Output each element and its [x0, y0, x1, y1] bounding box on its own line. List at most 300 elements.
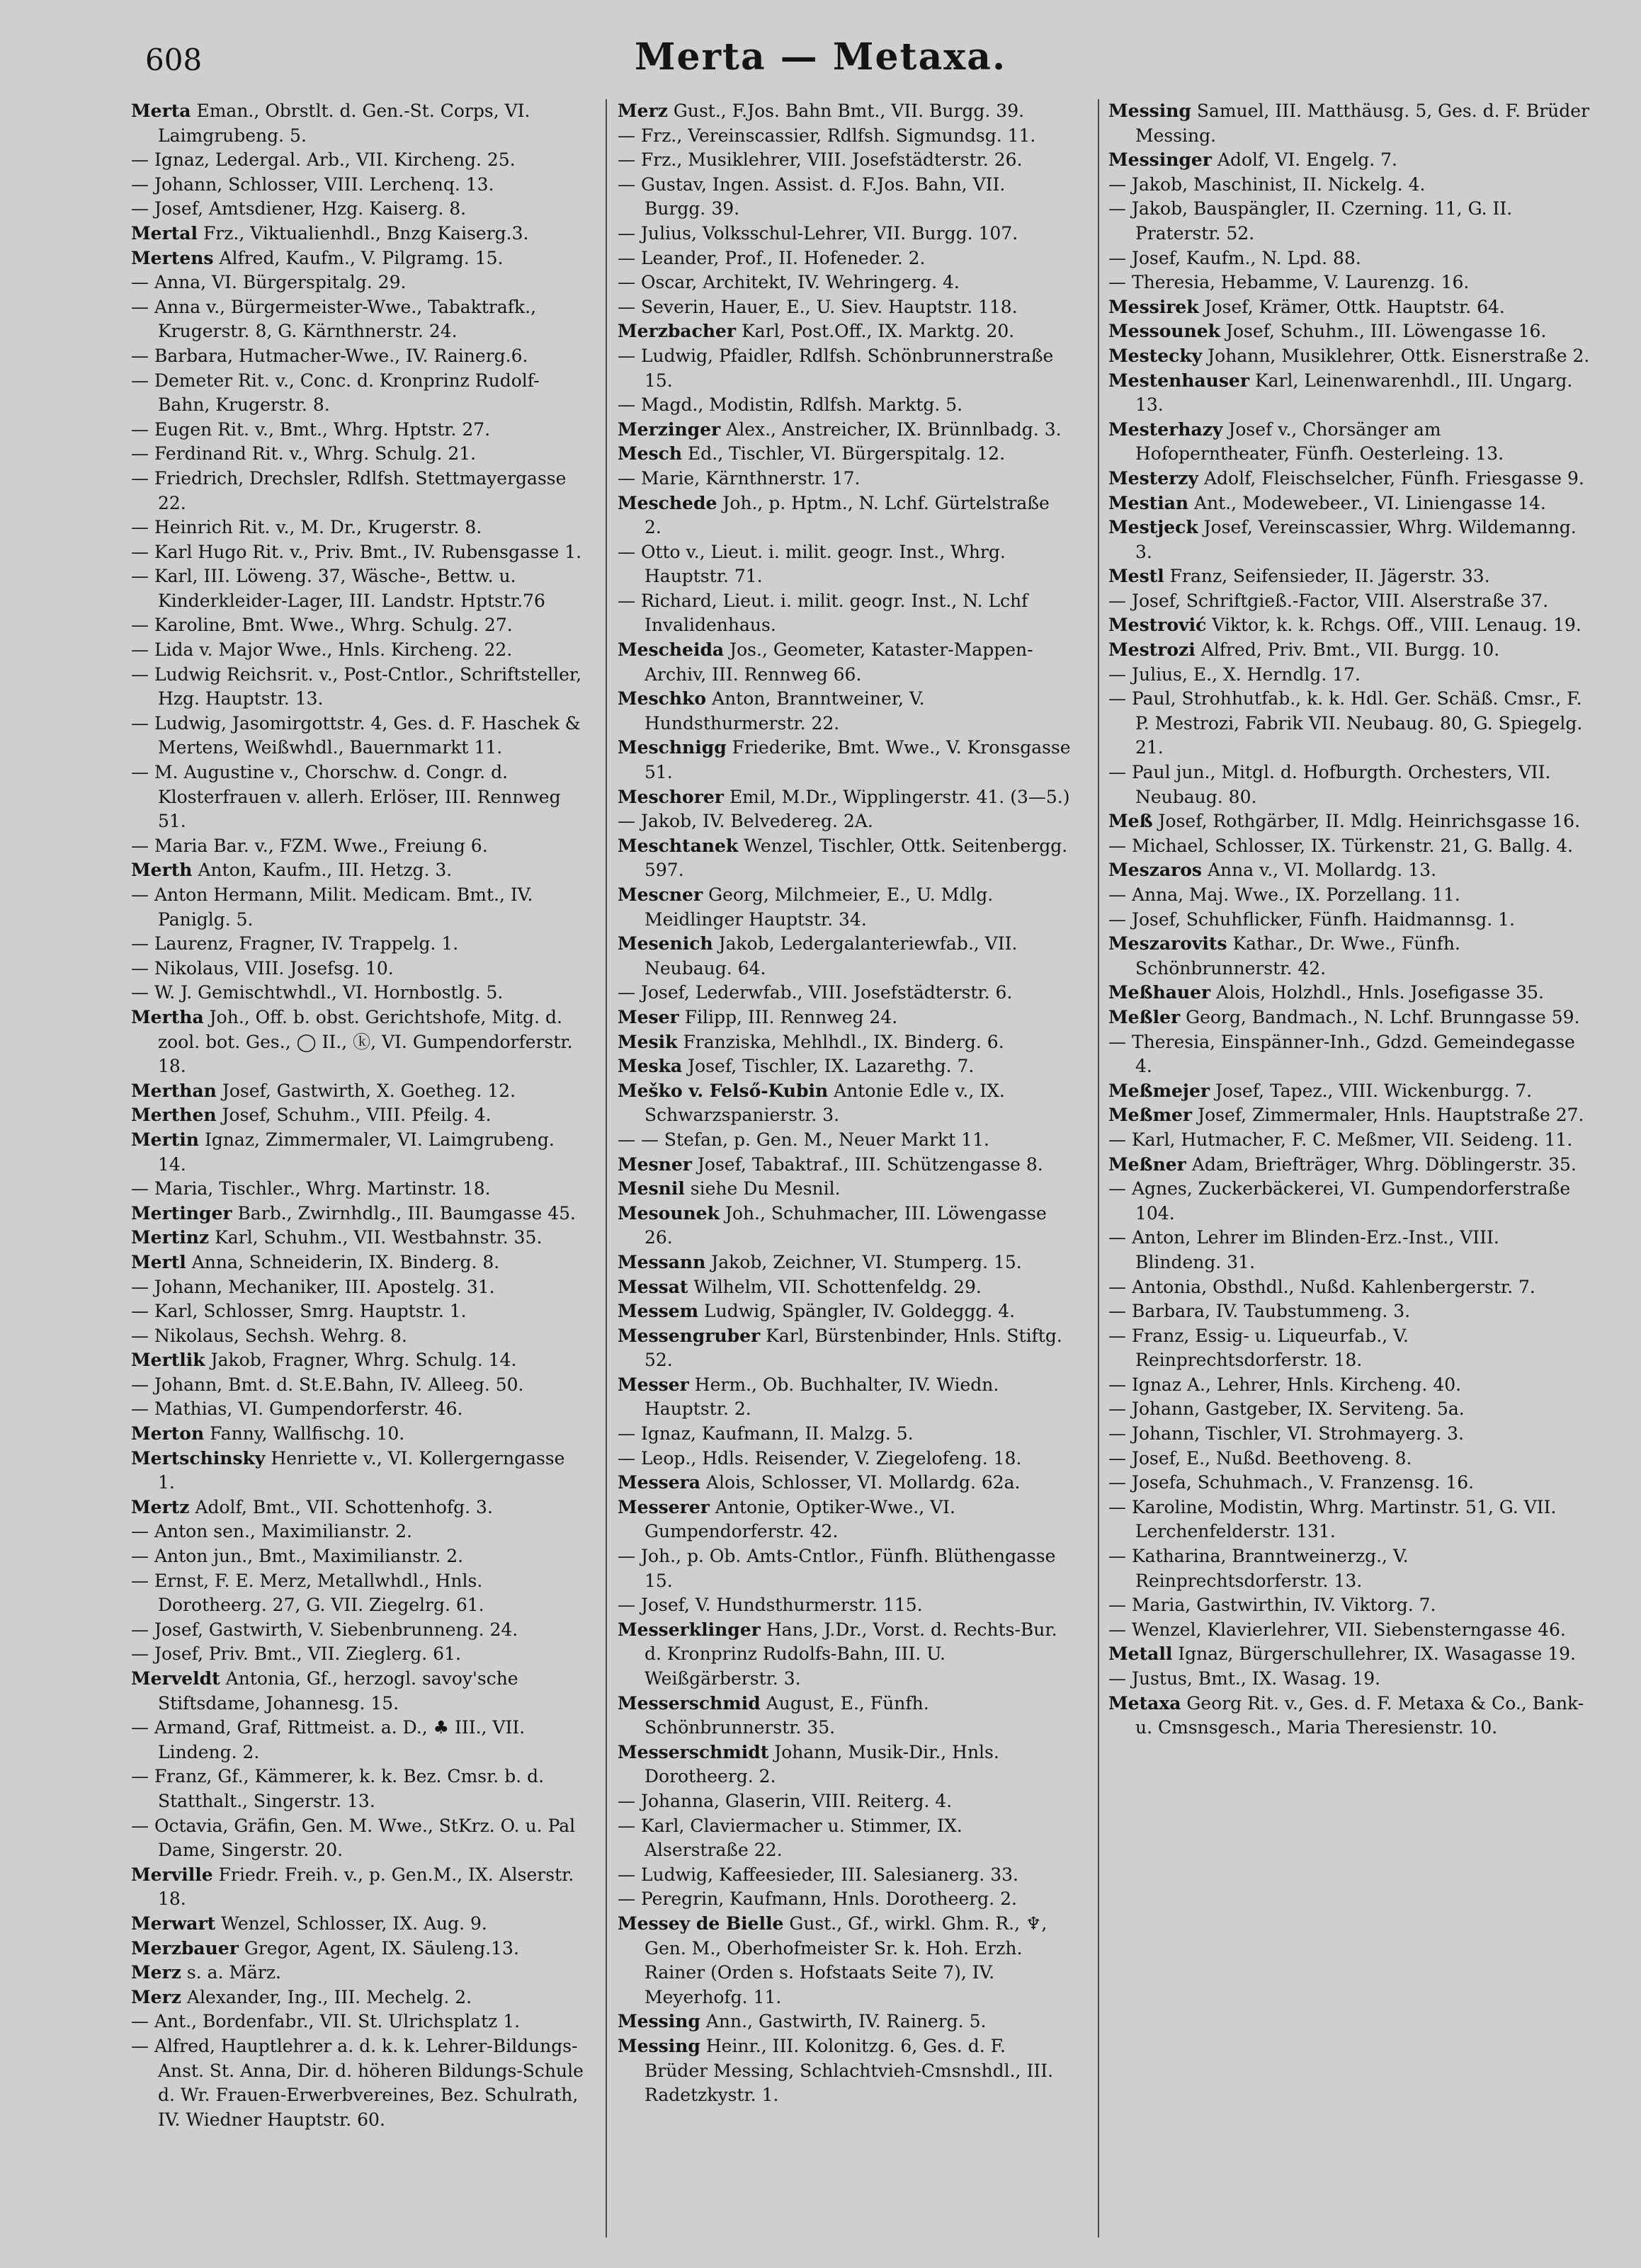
entry-details: — Mathias, VI. Gumpendorferstr. 46.	[131, 1398, 463, 1420]
directory-entry	[1108, 638, 1590, 663]
entry-details: — Josef, Schriftgieß.-Factor, VIII. Alserstraße 37.	[1108, 590, 1549, 611]
entry-surname: Messerer	[618, 1496, 710, 1517]
entry-details: Josef, Schuhm., III. Löwengasse 16.	[1225, 321, 1547, 342]
entry-surname: Mesik	[618, 1031, 678, 1052]
entry-details: Alex., Anstreicher, IX. Brünnlbadg. 3.	[726, 418, 1062, 440]
directory-entry	[618, 393, 1071, 418]
entry-details: — Gustav, Ingen. Assist. d. F.Jos. Bahn, VII. Burgg. 39.	[618, 173, 1006, 220]
entry-details: — Ignaz, Kaufmann, II. Malzg. 5.	[618, 1423, 914, 1444]
directory-entry	[1108, 1275, 1590, 1300]
entry-details: — Ant., Bordenfabr., VII. St. Ulrichsplatz 1.	[131, 2011, 521, 2032]
entry-details: Wilhelm, VII. Schottenfeldg. 29.	[693, 1276, 982, 1297]
directory-entry	[618, 246, 1071, 271]
entry-details: — Franz, Essig- u. Liqueurfab., V. Reinprechtsdorferstr. 18.	[1108, 1325, 1409, 1371]
directory-entry	[1108, 1397, 1590, 1422]
entry-surname: Messann	[618, 1251, 706, 1272]
entry-details: — Leander, Prof., II. Hofeneder. 2.	[618, 247, 926, 268]
column-divider-2	[1098, 99, 1099, 2238]
entry-surname: Mestenhauser	[1108, 370, 1249, 391]
entry-details: — Karl Hugo Rit. v., Priv. Bmt., IV. Rubensgasse 1.	[131, 541, 582, 562]
entry-details: Gust., F.Jos. Bahn Bmt., VII. Burgg. 39.	[673, 101, 1025, 121]
entry-details: Karl, Schuhm., VII. Westbahnstr. 35.	[215, 1227, 543, 1248]
entry-details: Ignaz, Zimmermaler, VI. Laimgrubeng. 14.	[158, 1129, 555, 1175]
directory-entry	[1108, 467, 1590, 491]
directory-entry	[131, 1397, 584, 1422]
entry-details: Georg Rit. v., Ges. d. F. Metaxa & Co., Bank- u. Cmsnsgesch., Maria Theresienstr. 10.	[1135, 1692, 1584, 1738]
entry-details: — Michael, Schlosser, IX. Türkenstr. 21, G. Ballg. 4.	[1108, 835, 1574, 856]
entry-details: siehe Du Mesnil.	[690, 1178, 841, 1199]
entry-surname: Messounek	[1108, 321, 1220, 342]
entry-details: Georg, Milchmeier, E., U. Mdlg. Meidlinger Hauptstr. 34.	[645, 884, 994, 930]
entry-details: — Katharina, Branntweinerzg., V. Reinprechtsdorferstr. 13.	[1108, 1546, 1409, 1591]
directory-entry	[131, 1985, 584, 2010]
entry-surname: Messinger	[1108, 149, 1212, 171]
entry-details: Karl, Bürstenbinder, Hnls. Stiftg. 52.	[645, 1325, 1062, 1371]
entry-details: — Heinrich Rit. v., M. Dr., Krugerstr. 8.	[131, 517, 482, 538]
directory-entry	[131, 1495, 584, 1520]
entry-surname: Merz	[618, 101, 668, 121]
entry-details: Filipp, III. Rennweg 24.	[684, 1006, 898, 1027]
directory-entry	[1108, 1495, 1590, 1544]
entry-details: — Oscar, Architekt, IV. Wehringerg. 4.	[618, 272, 960, 293]
column-middle	[618, 99, 1071, 2108]
entry-details: Antonie Edle v., IX. Schwarzspanierstr. 3.	[645, 1080, 1005, 1126]
entry-details: — Jakob, Maschinist, II. Nickelg. 4.	[1108, 173, 1426, 195]
directory-entry	[1108, 418, 1590, 467]
entry-details: — Karl, Claviermacher u. Stimmer, IX. Alserstraße 22.	[618, 1815, 963, 1861]
entry-details: — Frz., Musiklehrer, VIII. Josefstädterstr. 26.	[618, 149, 1023, 171]
directory-entry	[1108, 883, 1590, 908]
entry-details: — Karoline, Bmt. Wwe., Whrg. Schulg. 27.	[131, 615, 513, 636]
directory-entry	[1108, 1226, 1590, 1275]
directory-entry	[131, 712, 584, 760]
directory-entry	[1108, 1667, 1590, 1692]
entry-details: s. a. März.	[186, 1962, 281, 1983]
entry-details: Josef, Schuhm., VIII. Pfeilg. 4.	[222, 1105, 492, 1126]
entry-details: — Anton Hermann, Milit. Medicam. Bmt., IV. Paniglg. 5.	[131, 884, 533, 930]
entry-surname: Mestecky	[1108, 345, 1203, 366]
entry-details: Adolf, Bmt., VII. Schottenhofg. 3.	[195, 1496, 493, 1517]
directory-entry	[618, 222, 1071, 246]
directory-entry	[131, 957, 584, 981]
entry-details: August, E., Fünfh. Schönbrunnerstr. 35.	[645, 1692, 929, 1738]
directory-entry	[618, 2010, 1071, 2034]
entry-surname: Mestian	[1108, 492, 1189, 513]
directory-entry	[131, 540, 584, 565]
directory-entry	[1108, 148, 1590, 173]
entry-details: — Severin, Hauer, E., U. Siev. Hauptstr. 118.	[618, 296, 1018, 317]
entry-details: — Karl, III. Löweng. 37, Wäsche-, Bettw. u. Kinderkleider-Lager, III. Landstr. Hptstr.76	[131, 566, 545, 611]
directory-entry	[131, 1250, 584, 1275]
entry-details: — Marie, Kärnthnerstr. 17.	[618, 467, 861, 489]
directory-entry	[1108, 981, 1590, 1005]
directory-entry	[1108, 295, 1590, 320]
entry-details: — M. Augustine v., Chorschw. d. Congr. d. Klosterfrauen v. allerh. Erlöser, III. Rennweg 51.	[131, 762, 561, 832]
directory-entry	[1108, 1447, 1590, 1471]
directory-entry	[1108, 319, 1590, 344]
entry-details: Joh., p. Hptm., N. Lchf. Gürtelstraße 2.	[645, 492, 1050, 538]
entry-details: — Peregrin, Kaufmann, Hnls. Dorotheerg. 2.	[618, 1888, 1017, 1910]
directory-entry	[1108, 246, 1590, 271]
entry-details: Wenzel, Schlosser, IX. Aug. 9.	[221, 1913, 487, 1934]
directory-entry	[131, 1079, 584, 1104]
directory-entry	[131, 344, 584, 369]
directory-entry	[131, 1447, 584, 1495]
directory-entry	[618, 491, 1071, 540]
directory-entry	[618, 1447, 1071, 1471]
entry-details: Ant., Modewebeer., VI. Liniengasse 14.	[1194, 492, 1546, 513]
entry-surname: Mestrozi	[1108, 639, 1196, 661]
directory-entry	[131, 613, 584, 638]
entry-details: — Friedrich, Drechsler, Rdlfsh. Stettmayergasse 22.	[131, 467, 567, 513]
entry-surname: Meßhauer	[1108, 982, 1211, 1003]
entry-details: Henriette v., VI. Kollergerngasse 1.	[158, 1447, 565, 1493]
entry-details: Josef, Tapez., VIII. Wickenburgg. 7.	[1215, 1080, 1533, 1101]
directory-entry	[131, 834, 584, 859]
directory-entry	[618, 1422, 1071, 1447]
directory-entry	[618, 981, 1071, 1005]
entry-surname: Mertin	[131, 1129, 199, 1150]
entry-details: — — Stefan, p. Gen. M., Neuer Markt 11.	[618, 1129, 989, 1150]
entry-details: — Nikolaus, VIII. Josefsg. 10.	[131, 957, 394, 979]
entry-details: — Ernst, F. E. Merz, Metallwhdl., Hnls. Dorotheerg. 27, G. VII. Ziegelrg. 61.	[131, 1570, 484, 1616]
directory-entry	[618, 1740, 1071, 1789]
entry-details: — Josef, E., Nußd. Beethoveng. 8.	[1108, 1447, 1412, 1469]
directory-entry	[1108, 1471, 1590, 1495]
entry-details: Adolf, Fleischselcher, Fünfh. Friesgasse 9.	[1203, 467, 1584, 489]
entry-surname: Mesner	[618, 1153, 692, 1175]
entry-details: — Ludwig Reichsrit. v., Post-Cntlor., Schriftsteller, Hzg. Hauptstr. 13.	[131, 663, 582, 710]
directory-entry	[618, 344, 1071, 393]
entry-surname: Merzinger	[618, 418, 721, 440]
entry-details: — Karl, Hutmacher, F. C. Meßmer, VII. Seideng. 11.	[1108, 1129, 1573, 1150]
entry-surname: Mesnil	[618, 1178, 685, 1199]
directory-entry	[1108, 1642, 1590, 1667]
page-title: Merta — Metaxa.	[634, 35, 1007, 79]
directory-entry	[618, 1814, 1071, 1863]
directory-entry	[131, 1348, 584, 1373]
entry-surname: Mestl	[1108, 566, 1164, 587]
directory-entry	[1108, 1373, 1590, 1398]
entry-details: — Anton jun., Bmt., Maximilianstr. 2.	[131, 1546, 464, 1567]
entry-details: — Johann, Tischler, VI. Strohmayerg. 3.	[1108, 1423, 1464, 1444]
directory-entry	[131, 883, 584, 932]
directory-entry	[131, 1520, 584, 1544]
entry-details: Eman., Obrstlt. d. Gen.-St. Corps, VI. Laimgrubeng. 5.	[158, 101, 530, 146]
entry-surname: Mescner	[618, 884, 703, 905]
directory-entry	[131, 2034, 584, 2132]
directory-entry	[131, 1667, 584, 1716]
entry-surname: Messat	[618, 1276, 688, 1297]
entry-details: Alfred, Priv. Bmt., VII. Burgg. 10.	[1200, 639, 1500, 661]
directory-entry	[618, 1471, 1071, 1495]
entry-surname: Merz	[131, 1986, 181, 2007]
entry-details: — Jakob, Bauspängler, II. Czerning. 11, G. II. Praterstr. 52.	[1108, 198, 1513, 244]
entry-surname: Messera	[618, 1472, 701, 1493]
directory-entry	[131, 1202, 584, 1226]
entry-details: Samuel, III. Matthäusg. 5, Ges. d. F. Brüder Messing.	[1135, 101, 1590, 146]
entry-surname: Meßner	[1108, 1153, 1186, 1175]
entry-details: — Antonia, Obsthdl., Nußd. Kahlenbergerstr. 7.	[1108, 1276, 1535, 1297]
directory-entry	[131, 467, 584, 515]
entry-details: Adam, Briefträger, Whrg. Döblingerstr. 35.	[1191, 1153, 1577, 1175]
directory-entry	[618, 319, 1071, 344]
entry-details: Alois, Schlosser, VI. Mollardg. 62a.	[705, 1472, 1021, 1493]
directory-entry	[131, 1814, 584, 1863]
entry-details: — Josef, Gastwirth, V. Siebenbrunneng. 24.	[131, 1619, 518, 1640]
column-left	[131, 99, 584, 2132]
directory-entry	[618, 1373, 1071, 1422]
entry-details: Kathar., Dr. Wwe., Fünfh. Schönbrunnerstr. 42.	[1135, 933, 1460, 979]
entry-surname: Merton	[131, 1423, 205, 1444]
directory-entry	[131, 1128, 584, 1177]
directory-entry	[618, 809, 1071, 834]
entry-details: — Maria Bar. v., FZM. Wwe., Freiung 6.	[131, 835, 488, 856]
directory-entry	[1108, 99, 1590, 148]
entry-details: Joh., Off. b. obst. Gerichtshofe, Mitg. d. zool. bot. Ges., ◯ II., ⓚ, VI. Gumpendorferstr. 18.	[158, 1006, 573, 1077]
directory-entry	[618, 1692, 1071, 1740]
entry-surname: Meßmer	[1108, 1105, 1193, 1126]
entry-details: Emil, M.Dr., Wipplingerstr. 41. (3—5.)	[729, 786, 1070, 807]
entry-details: Franziska, Mehlhdl., IX. Binderg. 6.	[683, 1031, 1004, 1052]
entry-details: — Johanna, Glaserin, VIII. Reiterg. 4.	[618, 1790, 953, 1811]
entry-surname: Meschede	[618, 492, 717, 513]
directory-entry	[618, 1054, 1071, 1079]
entry-details: Johann, Musiklehrer, Ottk. Eisnerstraße 2.	[1208, 345, 1590, 366]
entry-details: — Richard, Lieut. i. milit. geogr. Inst., N. Lchf Invalidenhaus.	[618, 590, 1028, 636]
directory-entry	[618, 1789, 1071, 1814]
entry-details: — Johann, Mechaniker, III. Apostelg. 31.	[131, 1276, 495, 1297]
entry-details: Hans, J.Dr., Vorst. d. Rechts-Bur. d. Kronprinz Rudolfs-Bahn, III. U. Weißgärberstr. 3.	[645, 1619, 1057, 1689]
directory-entry	[618, 1544, 1071, 1593]
entry-details: — Lida v. Major Wwe., Hnls. Kircheng. 22.	[131, 639, 513, 661]
directory-entry	[131, 418, 584, 443]
directory-entry	[1108, 1692, 1590, 1740]
entry-surname: Mescheida	[618, 639, 725, 661]
directory-entry	[1108, 663, 1590, 688]
directory-entry	[131, 932, 584, 957]
directory-entry	[618, 883, 1071, 932]
directory-entry	[131, 515, 584, 540]
entry-details: — Ignaz A., Lehrer, Hnls. Kircheng. 40.	[1108, 1374, 1462, 1395]
entry-details: — Wenzel, Klavierlehrer, VII. Siebensterngasse 46.	[1108, 1619, 1566, 1640]
directory-entry	[1108, 1103, 1590, 1128]
directory-entry	[1108, 858, 1590, 883]
entry-details: Viktor, k. k. Rchgs. Off., VIII. Lenaug. 19.	[1212, 615, 1582, 636]
entry-details: — Franz, Gf., Kämmerer, k. k. Bez. Cmsr. b. d. Statthalt., Singerstr. 13.	[131, 1766, 545, 1811]
entry-details: Jos., Geometer, Kataster-Mappen-Archiv, III. Rennweg 66.	[645, 639, 1033, 685]
entry-surname: Metall	[1108, 1643, 1173, 1665]
entry-details: — Eugen Rit. v., Bmt., Whrg. Hptstr. 27.	[131, 418, 491, 440]
entry-details: Jakob, Zeichner, VI. Stumperg. 15.	[711, 1251, 1022, 1272]
directory-entry	[131, 1324, 584, 1349]
entry-details: — Paul, Strohhutfab., k. k. Hdl. Ger. Schäß. Cmsr., F. P. Mestrozi, Fabrik VII. Neubaug. 80, G. Spiegelg. 21.	[1108, 688, 1583, 758]
directory-entry	[1108, 369, 1590, 418]
directory-entry	[131, 2010, 584, 2034]
directory-entry	[131, 1961, 584, 1985]
directory-entry	[131, 1226, 584, 1250]
entry-details: — Paul jun., Mitgl. d. Hofburgth. Orchesters, VII. Neubaug. 80.	[1108, 762, 1551, 807]
entry-details: Alois, Holzhdl., Hnls. Josefigasse 35.	[1216, 982, 1544, 1003]
entry-details: — Magd., Modistin, Rdlfsh. Marktg. 5.	[618, 394, 963, 416]
entry-details: — Johann, Bmt. d. St.E.Bahn, IV. Alleeg. 50.	[131, 1374, 524, 1395]
entry-surname: Metaxa	[1108, 1692, 1181, 1714]
entry-details: Jakob, Fragner, Whrg. Schulg. 14.	[210, 1350, 517, 1371]
directory-entry	[131, 1103, 584, 1128]
directory-entry	[131, 1642, 584, 1667]
entry-details: — Agnes, Zuckerbäckerei, VI. Gumpendorferstraße 104.	[1108, 1178, 1571, 1224]
directory-entry	[618, 1202, 1071, 1250]
directory-entry	[1108, 760, 1590, 809]
entry-surname: Mesounek	[618, 1202, 720, 1224]
entry-details: Josef, Vereinscassier, Whrg. Wildemanng. 3.	[1135, 517, 1577, 562]
entry-surname: Mertens	[131, 247, 214, 268]
directory-entry	[618, 687, 1071, 736]
directory-entry	[618, 1079, 1071, 1128]
directory-entry	[1108, 515, 1590, 564]
directory-entry	[131, 564, 584, 613]
directory-entry	[618, 589, 1071, 638]
directory-entry	[618, 932, 1071, 981]
entry-details: — Demeter Rit. v., Conc. d. Kronprinz Rudolf-Bahn, Krugerstr. 8.	[131, 370, 540, 416]
directory-entry	[131, 1177, 584, 1202]
entry-details: — Karoline, Modistin, Whrg. Martinstr. 51, G. VII. Lerchenfelderstr. 131.	[1108, 1496, 1557, 1542]
entry-details: Josef v., Chorsänger am Hofoperntheater, Fünfh. Oesterleing. 13.	[1135, 418, 1504, 465]
directory-entry	[131, 760, 584, 834]
directory-entry	[618, 1495, 1071, 1544]
entry-surname: Mesterhazy	[1108, 418, 1223, 440]
directory-entry	[1108, 491, 1590, 516]
directory-entry	[618, 1324, 1071, 1373]
directory-entry	[1108, 564, 1590, 589]
entry-surname: Meßmejer	[1108, 1080, 1210, 1101]
directory-entry	[618, 99, 1071, 124]
entry-surname: Messengruber	[618, 1325, 761, 1346]
entry-surname: Messer	[618, 1374, 689, 1395]
directory-entry	[131, 1937, 584, 1961]
page-number: 608	[145, 42, 203, 77]
entry-surname: Messerschmid	[618, 1692, 761, 1714]
entry-details: — Alfred, Hauptlehrer a. d. k. k. Lehrer-Bildungs-Anst. St. Anna, Dir. d. höheren Bildungs-Schule d. Wr. Frauen-Erwerbvereines, Bez. Schulrath, IV. Wiedner Hauptstr. 60.	[131, 2035, 584, 2130]
directory-entry	[618, 785, 1071, 810]
entry-details: Josef, Tabaktraf., III. Schützengasse 8.	[697, 1153, 1043, 1175]
directory-entry	[618, 1887, 1071, 1912]
directory-entry	[618, 1177, 1071, 1202]
entry-details: — Jakob, IV. Belvedereg. 2A.	[618, 811, 873, 832]
entry-surname: Messey de Bielle	[618, 1913, 784, 1934]
directory-entry	[131, 369, 584, 418]
entry-details: — Ferdinand Rit. v., Whrg. Schulg. 21.	[131, 443, 477, 465]
entry-details: Josef, Rothgärber, II. Mdlg. Heinrichsgasse 16.	[1158, 811, 1581, 832]
entry-details: — Barbara, IV. Taubstummeng. 3.	[1108, 1301, 1411, 1322]
directory-entry	[131, 1765, 584, 1813]
entry-details: Adolf, VI. Engelg. 7.	[1217, 149, 1397, 171]
entry-details: Franz, Seifensieder, II. Jägerstr. 33.	[1169, 566, 1490, 587]
directory-entry	[1108, 344, 1590, 369]
directory-entry	[1108, 932, 1590, 981]
entry-details: — Leop., Hdls. Reisender, V. Ziegelofeng. 18.	[618, 1447, 1022, 1469]
directory-entry	[131, 1299, 584, 1324]
entry-details: Anna, Schneiderin, IX. Binderg. 8.	[191, 1251, 500, 1272]
directory-entry	[1108, 1153, 1590, 1178]
directory-entry	[131, 1912, 584, 1937]
entry-details: — Julius, Volksschul-Lehrer, VII. Burgg. 107.	[618, 222, 1018, 244]
entry-details: Gregor, Agent, IX. Säuleng.13.	[244, 1937, 519, 1959]
directory-entry	[1108, 1324, 1590, 1373]
entry-surname: Merta	[131, 101, 191, 121]
entry-details: Ludwig, Spängler, IV. Goldeggg. 4.	[704, 1301, 1016, 1322]
entry-surname: Meser	[618, 1006, 679, 1027]
entry-details: — Anton, Lehrer im Blinden-Erz.-Inst., VIII. Blindeng. 31.	[1108, 1227, 1499, 1272]
entry-surname: Meszarovits	[1108, 933, 1227, 955]
directory-entry	[618, 736, 1071, 785]
directory-entry	[618, 270, 1071, 295]
entry-details: Jakob, Ledergalanteriewfab., VII. Neubaug. 64.	[645, 933, 1018, 979]
directory-entry	[618, 540, 1071, 589]
entry-details: — Josef, V. Hundsthurmerstr. 115.	[618, 1595, 923, 1616]
entry-details: — Josef, Priv. Bmt., VII. Zieglerg. 61.	[131, 1643, 461, 1665]
entry-surname: Messing	[618, 2035, 700, 2056]
directory-entry	[1108, 589, 1590, 614]
directory-entry	[618, 1863, 1071, 1888]
entry-details: — Josef, Lederwfab., VIII. Josefstädterstr. 6.	[618, 982, 1013, 1003]
entry-surname: Merzbacher	[618, 321, 737, 342]
entry-details: — Anna, VI. Bürgerspitalg. 29.	[131, 272, 407, 293]
entry-surname: Mertschinsky	[131, 1447, 266, 1469]
column-divider-1	[606, 99, 607, 2238]
entry-details: — Theresia, Einspänner-Inh., Gdzd. Gemeindegasse 4.	[1108, 1031, 1575, 1077]
directory-entry	[131, 442, 584, 467]
entry-surname: Merth	[131, 860, 193, 881]
entry-details: Anna v., VI. Mollardg. 13.	[1207, 860, 1437, 881]
entry-surname: Messing	[1108, 101, 1191, 121]
entry-surname: Merville	[131, 1864, 213, 1885]
directory-entry	[618, 834, 1071, 883]
directory-entry	[131, 1618, 584, 1643]
directory-entry	[618, 1593, 1071, 1618]
directory-entry	[131, 246, 584, 271]
entry-details: — Johann, Gastgeber, IX. Serviteng. 5a.	[1108, 1398, 1465, 1420]
entry-details: Georg, Bandmach., N. Lchf. Brunngasse 59.	[1186, 1006, 1580, 1027]
directory-entry	[1108, 1005, 1590, 1030]
directory-entry	[131, 1716, 584, 1765]
directory-entry	[131, 173, 584, 198]
directory-entry	[131, 270, 584, 295]
entry-details: Wenzel, Tischler, Ottk. Seitenbergg. 597.	[645, 835, 1068, 881]
entry-details: — Karl, Schlosser, Smrg. Hauptstr. 1.	[131, 1301, 467, 1322]
entry-details: Frz., Viktualienhdl., Bnzg Kaiserg.3.	[203, 222, 529, 244]
directory-entry	[131, 222, 584, 246]
directory-entry	[131, 197, 584, 222]
entry-details: — Julius, E., X. Herndlg. 17.	[1108, 663, 1361, 685]
directory-entry	[1108, 173, 1590, 198]
entry-surname: Meško v. Felső-Kubin	[618, 1080, 829, 1101]
entry-details: — Barbara, Hutmacher-Wwe., IV. Rainerg.6.	[131, 345, 528, 366]
directory-entry	[131, 295, 584, 344]
directory-entry	[1108, 1618, 1590, 1643]
directory-entry	[1108, 1299, 1590, 1324]
entry-surname: Meska	[618, 1056, 683, 1077]
entry-surname: Mesch	[618, 443, 683, 465]
directory-entry	[618, 148, 1071, 173]
directory-entry	[618, 442, 1071, 467]
directory-entry	[618, 2034, 1071, 2108]
entry-surname: Messerschmidt	[618, 1741, 769, 1762]
entry-details: Ed., Tischler, VI. Bürgerspitalg. 12.	[688, 443, 1006, 465]
entry-details: Josef, Krämer, Ottk. Hauptstr. 64.	[1204, 296, 1505, 317]
entry-details: Antonia, Gf., herzogl. savoy'sche Stiftsdame, Johannesg. 15.	[158, 1668, 518, 1714]
directory-entry	[131, 1373, 584, 1398]
